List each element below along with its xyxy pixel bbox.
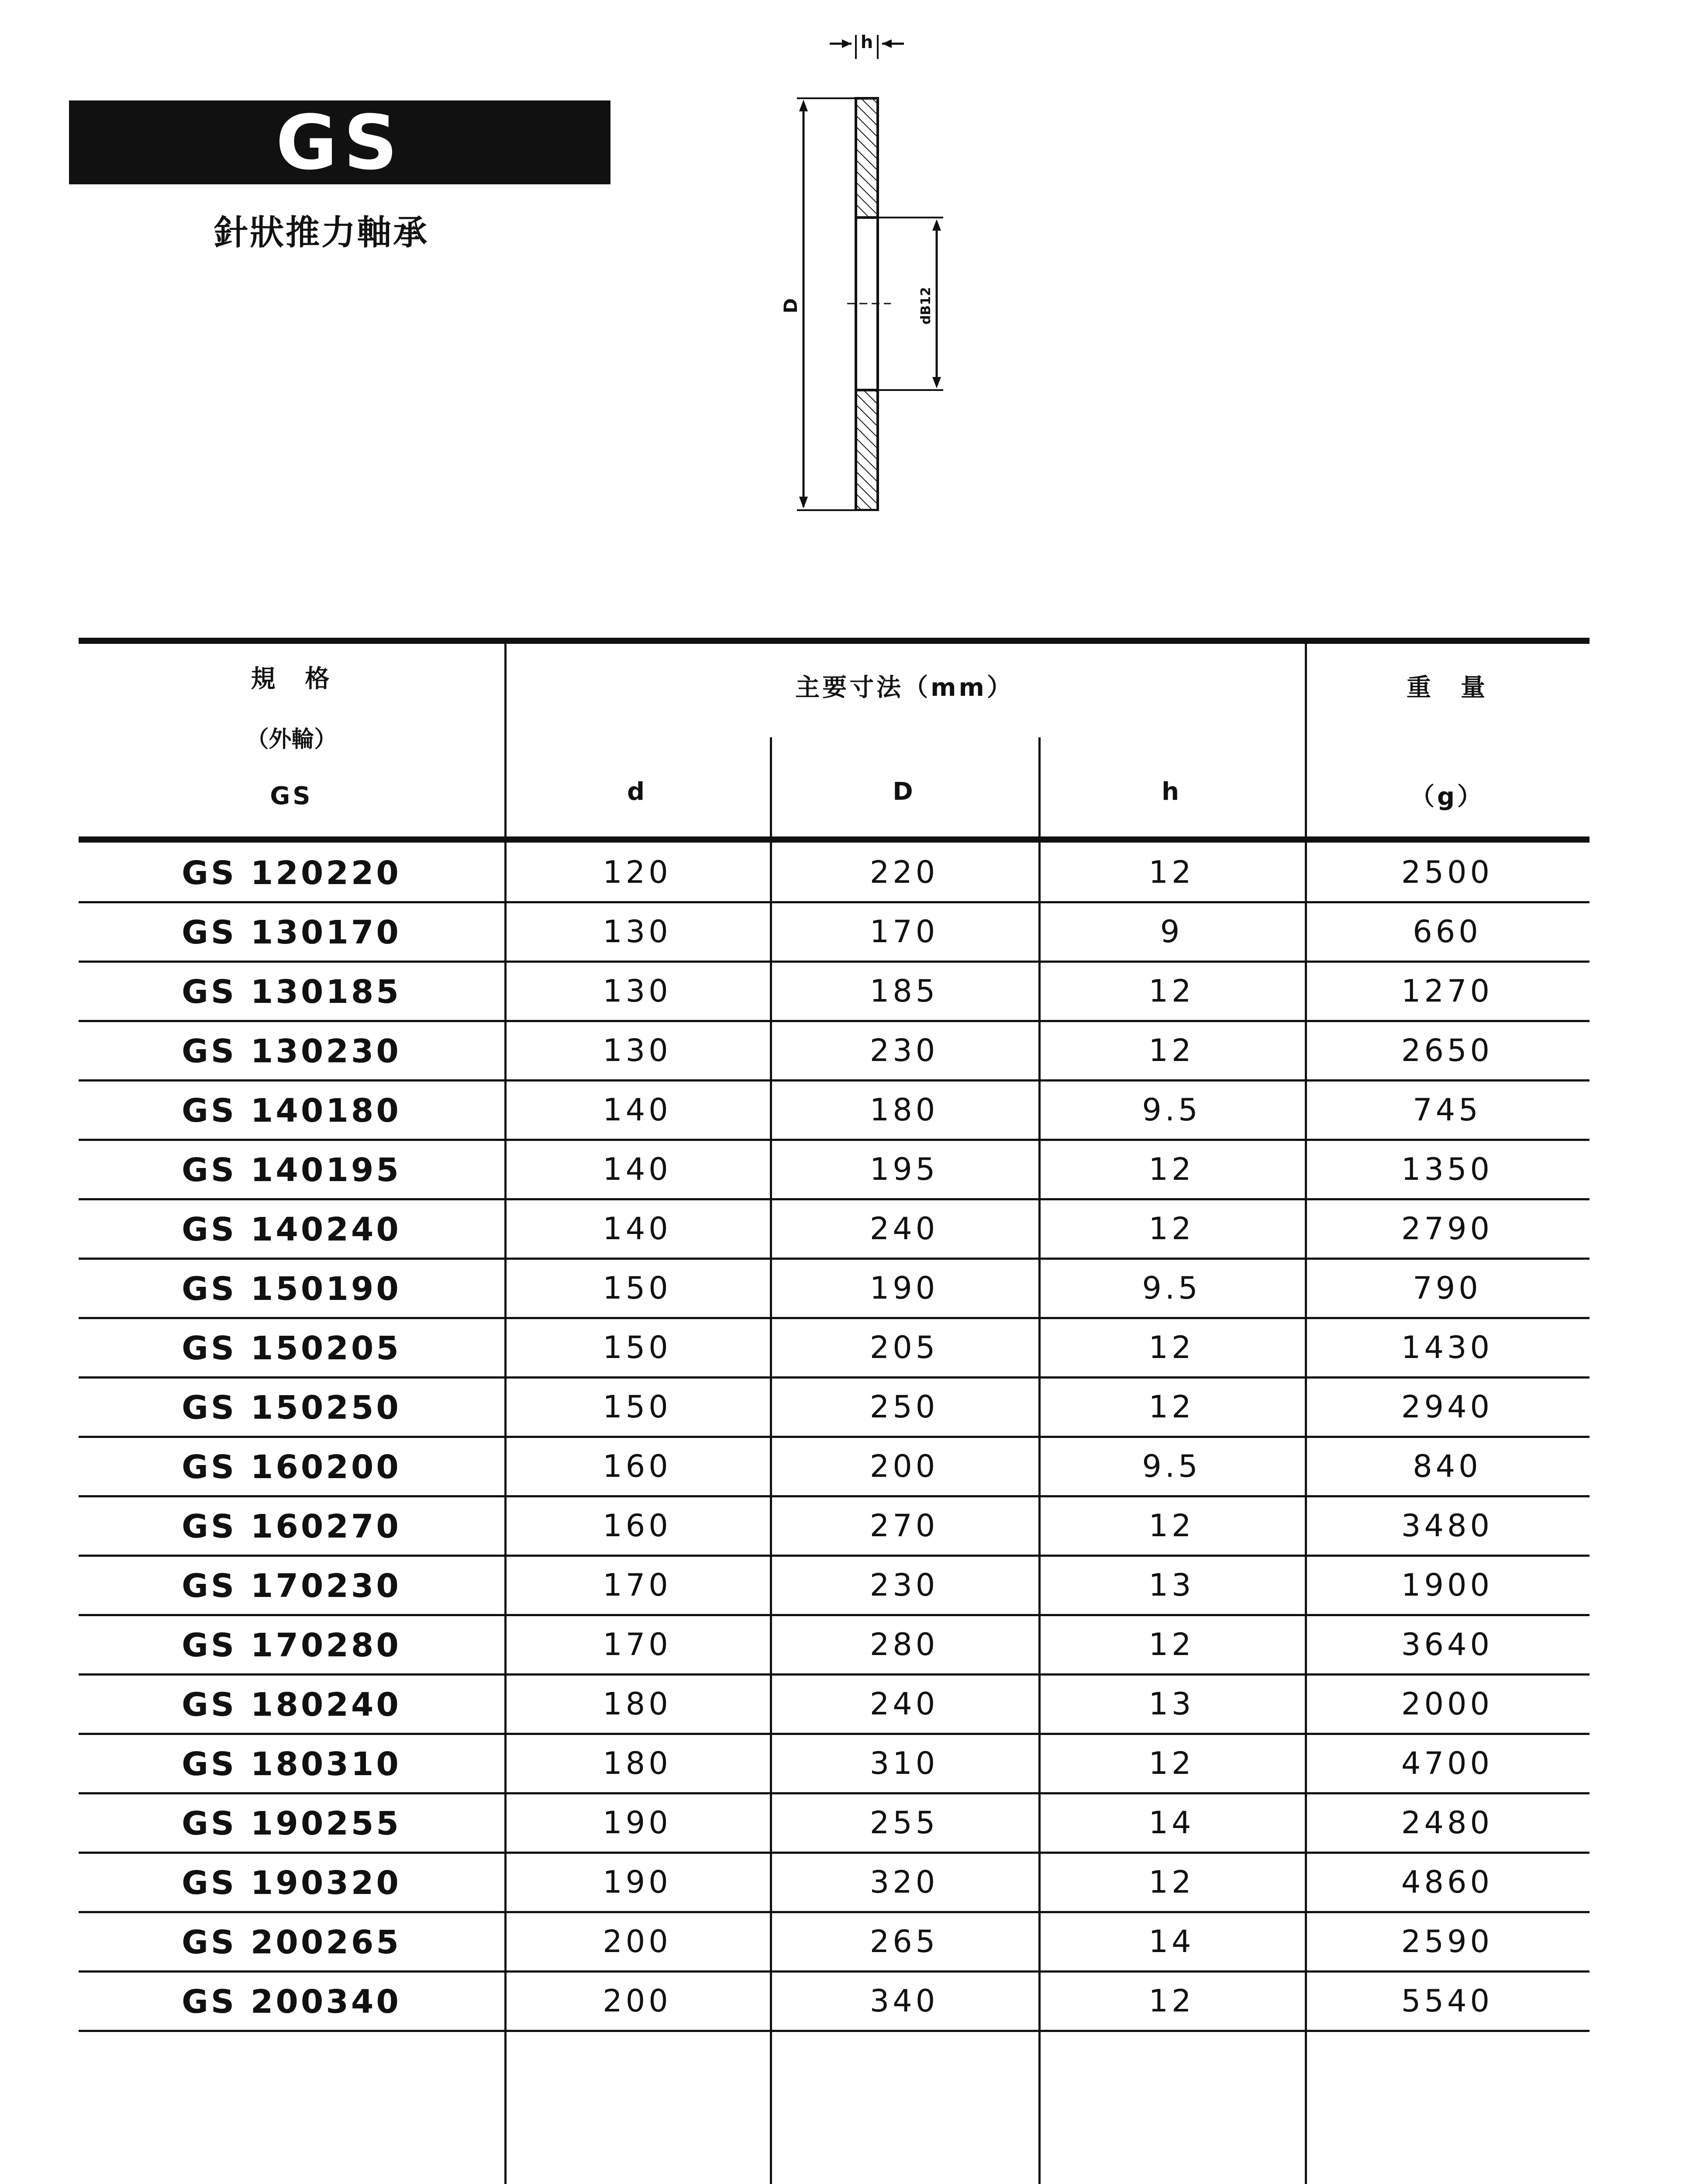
cell-D: 220 [869,854,939,890]
cell-weight: 5540 [1401,1983,1493,2019]
cell-model: GS 130185 [182,973,401,1011]
cell-h: 12 [1148,1211,1195,1247]
cell-weight: 1350 [1401,1151,1493,1187]
cell-d: 150 [603,1389,672,1425]
cell-model: GS 140240 [182,1211,401,1248]
page-subtitle: 針狀推力軸承 [214,213,429,252]
cell-model: GS 170280 [182,1627,401,1664]
cell-model: GS 180310 [182,1745,401,1783]
cell-weight: 745 [1413,1092,1482,1128]
cell-D: 255 [869,1805,939,1841]
cell-D: 240 [869,1686,939,1722]
cell-d: 190 [603,1805,672,1841]
row-rule [79,1079,1590,1082]
cell-d: 150 [603,1270,672,1306]
row-rule [79,1436,1590,1438]
row-rule [79,1614,1590,1616]
cell-model: GS 160270 [182,1508,401,1545]
cell-weight: 3480 [1401,1508,1493,1544]
cell-d: 200 [603,1983,672,2019]
cell-D: 195 [869,1151,939,1187]
cell-weight: 4700 [1401,1745,1493,1781]
cell-d: 120 [603,854,672,890]
cell-h: 14 [1148,1924,1195,1959]
cell-h: 9.5 [1142,1270,1201,1306]
cell-d: 150 [603,1330,672,1365]
row-rule [79,1852,1590,1854]
row-rule [79,961,1590,963]
cell-d: 180 [603,1686,672,1722]
cell-d: 200 [603,1924,672,1959]
row-rule [79,1555,1590,1557]
row-rule [79,1733,1590,1735]
row-rule [79,1970,1590,1973]
cell-model: GS 140180 [182,1092,401,1130]
cell-h: 9.5 [1142,1092,1201,1128]
cell-h: 12 [1148,1983,1195,2019]
row-rule [79,2030,1590,2032]
header-dims-label: 主要寸法（mm） [795,674,1014,702]
cell-D: 230 [869,1567,939,1603]
header-weight-unit: （g） [1410,783,1485,811]
cell-h: 9.5 [1142,1448,1201,1484]
cell-weight: 1430 [1401,1330,1493,1365]
cell-d: 170 [603,1627,672,1662]
cell-weight: 2500 [1401,854,1493,890]
header-spec-code: GS [270,782,313,810]
D-label: D [780,298,801,314]
row-rule [79,1020,1590,1022]
cell-weight: 660 [1413,914,1482,950]
header-spec-label: 規 格 [251,665,332,693]
cell-model: GS 120220 [182,854,401,892]
cell-D: 200 [869,1448,939,1484]
cell-d: 140 [603,1092,672,1128]
cell-d: 190 [603,1864,672,1900]
cell-D: 250 [869,1389,939,1425]
cell-D: 205 [869,1330,939,1365]
cell-weight: 790 [1413,1270,1482,1306]
specification-table [79,638,1590,2184]
cell-model: GS 200340 [182,1983,401,2021]
cell-model: GS 180240 [182,1686,401,1724]
cell-weight: 4860 [1401,1864,1493,1900]
row-rule [79,1198,1590,1200]
cell-model: GS 160200 [182,1448,401,1486]
cell-D: 270 [869,1508,939,1544]
cell-h: 14 [1148,1805,1195,1841]
cell-model: GS 150250 [182,1389,401,1427]
cell-h: 13 [1148,1567,1195,1603]
cell-model: GS 150205 [182,1330,401,1367]
cell-h: 12 [1148,1627,1195,1662]
cell-h: 12 [1148,1033,1195,1068]
d-label: dB12 [918,287,934,325]
row-rule [79,1495,1590,1497]
cell-D: 230 [869,1033,939,1068]
cell-weight: 2000 [1401,1686,1493,1722]
cell-d: 170 [603,1567,672,1603]
cell-D: 310 [869,1745,939,1781]
table-header-rule [79,836,1590,843]
cell-model: GS 150190 [182,1270,401,1308]
cell-D: 320 [869,1864,939,1900]
title-text: GS [276,98,404,187]
washer-cross-section-drawing [777,26,996,511]
cell-h: 9 [1160,914,1183,950]
cell-d: 160 [603,1508,672,1544]
cell-d: 180 [603,1745,672,1781]
cell-h: 12 [1148,1389,1195,1425]
cell-weight: 2940 [1401,1389,1493,1425]
cell-D: 240 [869,1211,939,1247]
cell-model: GS 170230 [182,1567,401,1605]
row-rule [79,1139,1590,1141]
cell-d: 140 [603,1151,672,1187]
header-weight-label: 重 量 [1407,674,1488,702]
cell-model: GS 140195 [182,1151,401,1189]
cell-weight: 2650 [1401,1033,1493,1068]
header-D: D [893,778,916,806]
row-rule [79,1911,1590,1913]
cell-h: 13 [1148,1686,1195,1722]
cell-weight: 3640 [1401,1627,1493,1662]
row-rule [79,1673,1590,1676]
cell-model: GS 130170 [182,914,401,951]
cell-weight: 840 [1413,1448,1482,1484]
cell-weight: 2790 [1401,1211,1493,1247]
cell-D: 265 [869,1924,939,1959]
cell-h: 12 [1148,1151,1195,1187]
cell-weight: 1900 [1401,1567,1493,1603]
header-spec-sub: （外輪） [246,726,337,753]
cell-D: 340 [869,1983,939,2019]
cell-model: GS 190255 [182,1805,401,1842]
cell-D: 180 [869,1092,939,1128]
cell-d: 130 [603,1033,672,1068]
cell-weight: 1270 [1401,973,1493,1009]
row-rule [79,1792,1590,1794]
row-rule [79,1258,1590,1260]
h-label: h [860,32,873,52]
header-d: d [627,778,648,806]
row-rule [79,1317,1590,1319]
header-h: h [1162,778,1182,806]
cell-h: 12 [1148,854,1195,890]
cell-D: 170 [869,914,939,950]
cell-h: 12 [1148,973,1195,1009]
page-title [69,98,610,187]
cell-model: GS 200265 [182,1924,401,1961]
cell-h: 12 [1148,1508,1195,1544]
cell-h: 12 [1148,1864,1195,1900]
cell-d: 130 [603,914,672,950]
cell-D: 280 [869,1627,939,1662]
cell-d: 160 [603,1448,672,1484]
cell-D: 185 [869,973,939,1009]
cell-d: 130 [603,973,672,1009]
cell-d: 140 [603,1211,672,1247]
cell-weight: 2480 [1401,1805,1493,1841]
cell-model: GS 190320 [182,1864,401,1902]
cell-h: 12 [1148,1745,1195,1781]
cell-h: 12 [1148,1330,1195,1365]
cell-D: 190 [869,1270,939,1306]
row-rule [79,901,1590,903]
table-top-rule [79,638,1590,644]
cell-model: GS 130230 [182,1033,401,1070]
row-rule [79,1376,1590,1379]
cell-weight: 2590 [1401,1924,1493,1959]
